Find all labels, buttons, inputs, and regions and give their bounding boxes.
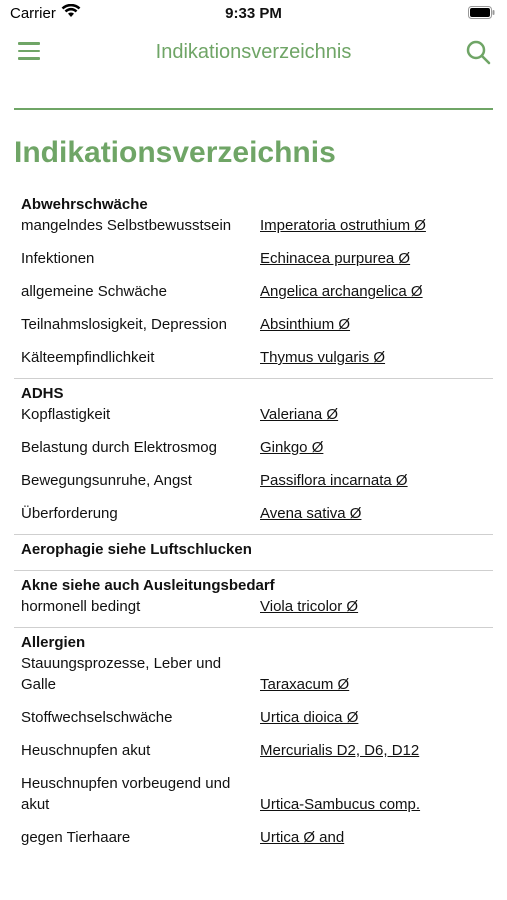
indication-text: gegen Tierhaare [21, 829, 131, 846]
indication-row [21, 215, 487, 236]
remedy-link[interactable]: Taraxacum Ø [260, 676, 350, 693]
indication-row [21, 503, 487, 524]
indication-text: Kopflastigkeit [21, 406, 111, 423]
remedy-link[interactable]: Angelica archangelica Ø [260, 283, 423, 300]
carrier-label: Carrier [10, 5, 56, 22]
indication-list [14, 190, 493, 858]
indication-text: Kälteempfindlichkeit [21, 349, 155, 366]
remedy-link[interactable]: Viola tricolor Ø [260, 598, 359, 615]
clock: 9:33 PM [225, 5, 282, 22]
nav-title: Indikationsverzeichnis [155, 41, 352, 63]
indication-row [21, 740, 487, 761]
indication-row [21, 773, 487, 815]
indication-section [14, 535, 493, 571]
indication-text: Stauungsprozesse, Leber und Galle [21, 655, 222, 693]
indication-row [21, 248, 487, 269]
indication-section [14, 571, 493, 628]
page-title: Indikationsverzeichnis [14, 136, 336, 169]
remedy-link[interactable]: Passiflora incarnata Ø [260, 472, 408, 489]
indication-row [21, 347, 487, 368]
remedy-link[interactable]: Urtica-Sambucus comp. [260, 796, 421, 813]
indication-text: Infektionen [21, 250, 95, 267]
indication-text: Heuschnupfen vorbeugend und akut [21, 775, 231, 813]
indication-row [21, 314, 487, 335]
battery-icon [468, 6, 495, 19]
remedy-link[interactable]: Ginkgo Ø [260, 439, 324, 456]
indication-text: Belastung durch Elektrosmog [21, 439, 217, 456]
remedy-link[interactable]: Valeriana Ø [260, 406, 339, 423]
indication-text: Stoffwechselschwäche [21, 709, 173, 726]
section-heading: ADHS [21, 385, 64, 402]
indication-text: Heuschnupfen akut [21, 742, 151, 759]
indication-row [21, 470, 487, 491]
indication-row [21, 827, 487, 848]
indication-section [14, 190, 493, 379]
remedy-link[interactable]: Urtica dioica Ø [260, 709, 359, 726]
remedy-link[interactable]: Avena sativa Ø [260, 505, 362, 522]
section-heading: Allergien [21, 634, 86, 651]
indication-row [21, 596, 487, 617]
indication-section [14, 628, 493, 858]
remedy-link[interactable]: Absinthium Ø [260, 316, 351, 333]
section-heading: Abwehrschwäche [21, 196, 148, 213]
divider [14, 108, 493, 110]
navigation-bar [0, 28, 507, 78]
indication-row [21, 653, 487, 695]
remedy-link[interactable]: Imperatoria ostruthium Ø [260, 217, 426, 234]
indication-text: Überforderung [21, 505, 118, 522]
indication-text: hormonell bedingt [21, 598, 141, 615]
indication-row [21, 707, 487, 728]
remedy-link[interactable]: Echinacea purpurea Ø [260, 250, 411, 267]
section-heading: Aerophagie siehe Luftschlucken [21, 541, 252, 558]
search-icon[interactable] [465, 39, 491, 65]
indication-text: Bewegungsunruhe, Angst [21, 472, 192, 489]
status-bar [0, 0, 507, 28]
indication-row [21, 281, 487, 302]
indication-section [14, 379, 493, 535]
indication-row [21, 404, 487, 425]
remedy-link[interactable]: Mercurialis D2, D6, D12 [260, 742, 420, 759]
indication-row [21, 437, 487, 458]
indication-text: allgemeine Schwäche [21, 283, 167, 300]
indication-text: Teilnahmslosigkeit, Depression [21, 316, 227, 333]
remedy-link[interactable]: Thymus vulgaris Ø [260, 349, 386, 366]
indication-text: mangelndes Selbstbewusstsein [21, 217, 232, 234]
section-heading: Akne siehe auch Ausleitungsbedarf [21, 577, 275, 594]
remedy-link[interactable]: Urtica Ø and [260, 829, 345, 846]
